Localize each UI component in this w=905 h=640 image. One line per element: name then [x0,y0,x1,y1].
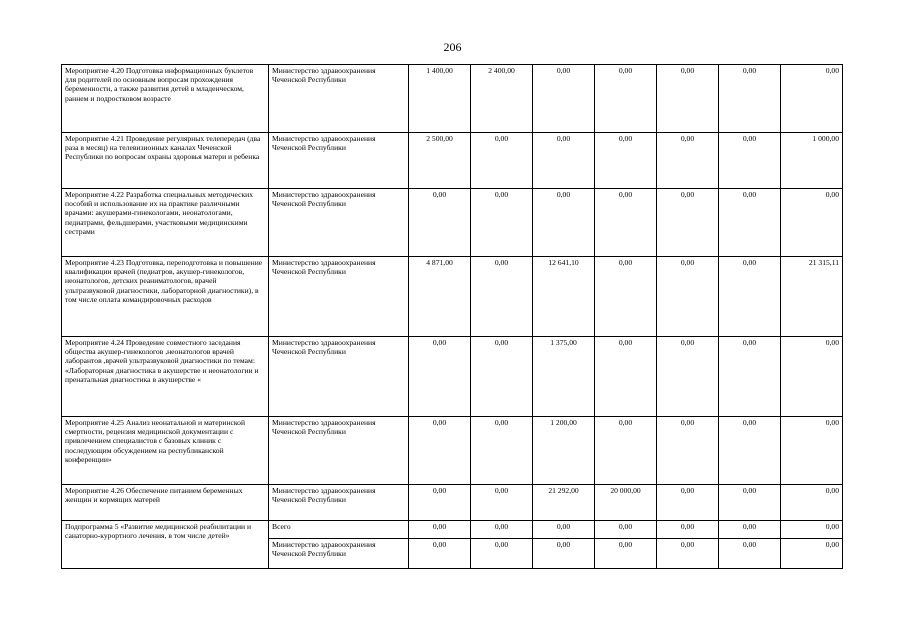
value-cell: 0,00 [657,337,719,417]
value-cell: 0,00 [595,539,657,569]
activity-name-cell: Мероприятие 4.20 Подготовка информационных буклетов для родителей по основным вопросам прохождения беременности, а также развития детей в младенческом, раннем и подростковом возрасте [62,65,269,133]
value-cell: 0,00 [595,257,657,337]
value-cell: 0,00 [595,337,657,417]
value-cell: 0,00 [781,65,843,133]
value-cell: 0,00 [409,521,471,539]
value-cell: 0,00 [471,485,533,521]
executor-cell: Министерство здравоохранения Чеченской Республики [269,189,409,257]
value-cell: 0,00 [781,417,843,485]
value-cell: 0,00 [409,539,471,569]
value-cell: 0,00 [595,417,657,485]
activity-name-cell: Мероприятие 4.24 Проведение совместного заседания общества акушер-гинекологов ,неонатологов врачей лаборантов ,врачей ультразвуковой диагностики по темам: «Лабораторная диагностика в акушерстве и неонатологии и пренатальная диагностика в акушерстве « [62,337,269,417]
table-row [62,485,843,521]
value-cell: 0,00 [533,189,595,257]
value-cell: 0,00 [471,539,533,569]
value-cell: 0,00 [781,539,843,569]
value-cell: 0,00 [719,417,781,485]
activity-name-cell: Мероприятие 4.22 Разработка специальных методических пособий и использование их на практике различными врачами: акушерами-гинекологами, неонатологами, педиатрами, фельдшерами, участковыми медицинскими сестрами [62,189,269,257]
value-cell: 1 000,00 [781,133,843,189]
page-number: 206 [443,40,462,54]
executor-cell: Министерство здравоохранения Чеченской Республики [269,539,409,569]
value-cell: 0,00 [533,133,595,189]
value-cell: 0,00 [471,337,533,417]
table-row [62,521,843,539]
executor-cell: Министерство здравоохранения Чеченской Республики [269,65,409,133]
table-row [62,337,843,417]
executor-cell: Министерство здравоохранения Чеченской Республики [269,257,409,337]
table-row [62,133,843,189]
value-cell: 0,00 [657,65,719,133]
budget-table [61,64,843,569]
value-cell: 0,00 [781,337,843,417]
value-cell: 0,00 [595,65,657,133]
executor-cell: Всего [269,521,409,539]
table-row [62,189,843,257]
value-cell: 4 871,00 [409,257,471,337]
value-cell: 0,00 [657,521,719,539]
value-cell: 0,00 [471,133,533,189]
executor-cell: Министерство здравоохранения Чеченской Республики [269,485,409,521]
value-cell: 0,00 [719,133,781,189]
value-cell: 0,00 [409,485,471,521]
value-cell: 0,00 [719,485,781,521]
value-cell: 0,00 [533,539,595,569]
value-cell: 1 400,00 [409,65,471,133]
value-cell: 0,00 [781,521,843,539]
value-cell: 0,00 [471,257,533,337]
activity-name-cell: Мероприятие 4.25 Анализ неонатальной и материнской смертности, рецензия медицинской документации с привлечением специалистов с базовых клиник с последующим обсуждением на республиканской конференции» [62,417,269,485]
table-row [62,257,843,337]
value-cell: 0,00 [595,521,657,539]
value-cell: 12 641,10 [533,257,595,337]
value-cell: 2 500,00 [409,133,471,189]
value-cell: 0,00 [533,65,595,133]
value-cell: 20 000,00 [595,485,657,521]
value-cell: 1 375,00 [533,337,595,417]
value-cell: 0,00 [719,521,781,539]
value-cell: 0,00 [471,189,533,257]
executor-cell: Министерство здравоохранения Чеченской Республики [269,417,409,485]
value-cell: 2 400,00 [471,65,533,133]
subprogram-name-cell: Подпрограмма 5 «Развитие медицинской реабилитации и санаторно-курортного лечения, в том числе детей» [62,521,269,569]
value-cell: 0,00 [719,65,781,133]
value-cell: 0,00 [657,417,719,485]
value-cell: 0,00 [657,539,719,569]
value-cell: 0,00 [657,133,719,189]
value-cell: 0,00 [719,189,781,257]
value-cell: 0,00 [409,189,471,257]
value-cell: 0,00 [657,189,719,257]
value-cell: 0,00 [471,521,533,539]
value-cell: 0,00 [781,485,843,521]
value-cell: 0,00 [719,257,781,337]
value-cell: 21 315,11 [781,257,843,337]
activity-name-cell: Мероприятие 4.21 Проведение регулярных телепередач (два раза в месяц) на телевизионных каналах Чеченской Республики по вопросам охраны здоровья матери и ребенка [62,133,269,189]
value-cell: 0,00 [595,133,657,189]
value-cell: 0,00 [409,417,471,485]
value-cell: 0,00 [533,521,595,539]
value-cell: 0,00 [657,257,719,337]
value-cell: 0,00 [471,417,533,485]
value-cell: 0,00 [719,539,781,569]
value-cell: 0,00 [719,337,781,417]
activity-name-cell: Мероприятие 4.23 Подготовка, переподготовка и повышение квалификации врачей (педиатров, акушер-гинекологов, неонатологов, детских реаниматологов, врачей ультразвуковой диагностики, лабораторной диагностики), в том числе оплата командировочных расходов [62,257,269,337]
value-cell: 0,00 [409,337,471,417]
table-row [62,417,843,485]
value-cell: 0,00 [657,485,719,521]
value-cell: 1 200,00 [533,417,595,485]
budget-table-body [62,65,843,569]
activity-name-cell: Мероприятие 4.26 Обеспечение питанием беременных женщин и кормящих матерей [62,485,269,521]
value-cell: 0,00 [595,189,657,257]
value-cell: 0,00 [781,189,843,257]
value-cell: 21 292,00 [533,485,595,521]
executor-cell: Министерство здравоохранения Чеченской Республики [269,337,409,417]
table-row [62,65,843,133]
executor-cell: Министерство здравоохранения Чеченской Республики [269,133,409,189]
